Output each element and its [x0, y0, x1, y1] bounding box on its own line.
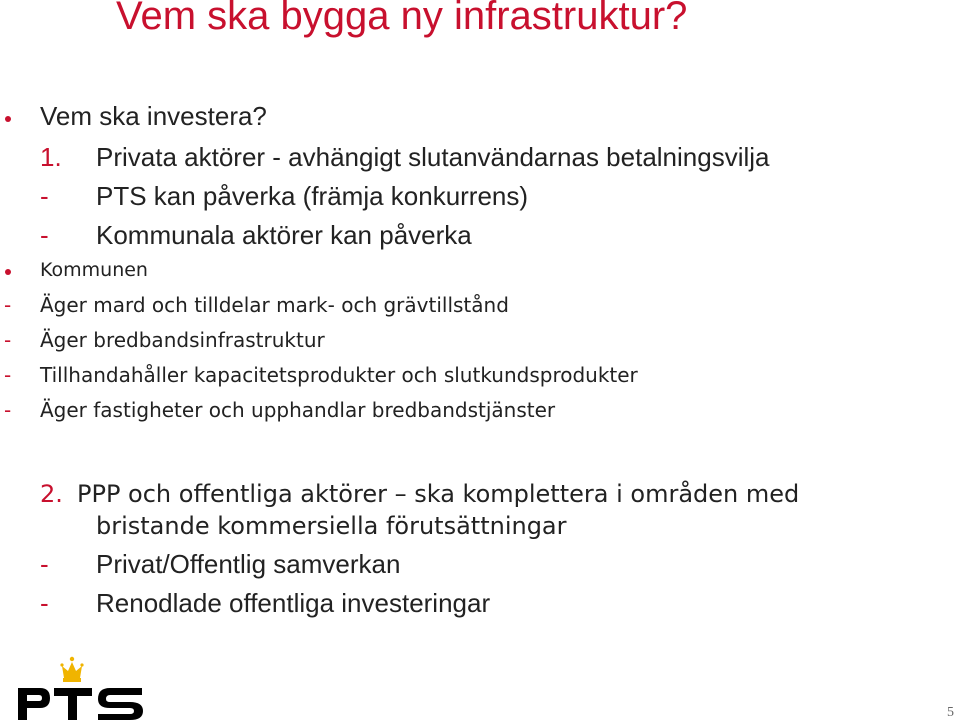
dash-marker: -: [4, 398, 12, 422]
list-subitem: Renodlade offentliga investeringar: [96, 588, 491, 618]
section-heading-kommunen: Kommunen: [40, 259, 148, 281]
list-number-2: 2.: [40, 480, 63, 508]
dash-marker: -: [40, 549, 49, 579]
dash-marker: -: [4, 328, 12, 352]
dash-marker: -: [4, 293, 12, 317]
list-number-1: 1.: [40, 142, 62, 172]
dash-marker: -: [40, 588, 49, 618]
crown-icon: [60, 657, 83, 682]
bullet-marker: [5, 269, 11, 275]
list-subitem: Äger bredbandsinfrastruktur: [40, 328, 325, 352]
question-line: Vem ska investera?: [40, 101, 267, 131]
pts-logo: [16, 654, 146, 722]
list-subitem: Tillhandahåller kapacitetsprodukter och slutkundsprodukter: [40, 363, 638, 387]
list-item-2-continuation: bristande kommersiella förutsättningar: [96, 512, 567, 540]
list-subitem: Äger mard och tilldelar mark- och grävtillstånd: [40, 293, 509, 317]
dash-marker: -: [40, 181, 49, 211]
bullet-marker: [5, 116, 11, 122]
slide-title: Vem ska bygga ny infrastruktur?: [116, 0, 688, 38]
list-subitem: Kommunala aktörer kan påverka: [96, 220, 472, 250]
logo-wordmark: [18, 688, 143, 720]
list-subitem: Äger fastigheter och upphandlar bredbandstjänster: [40, 398, 556, 422]
list-item-1: Privata aktörer - avhängigt slutanvändarnas betalningsvilja: [96, 142, 770, 172]
list-item-2: PPP och offentliga aktörer – ska komplettera i områden med: [77, 480, 800, 508]
dash-marker: -: [4, 363, 12, 387]
list-subitem: Privat/Offentlig samverkan: [96, 549, 401, 579]
list-subitem: PTS kan påverka (främja konkurrens): [96, 181, 529, 211]
page-number: 5: [947, 705, 954, 720]
dash-marker: -: [40, 220, 49, 250]
